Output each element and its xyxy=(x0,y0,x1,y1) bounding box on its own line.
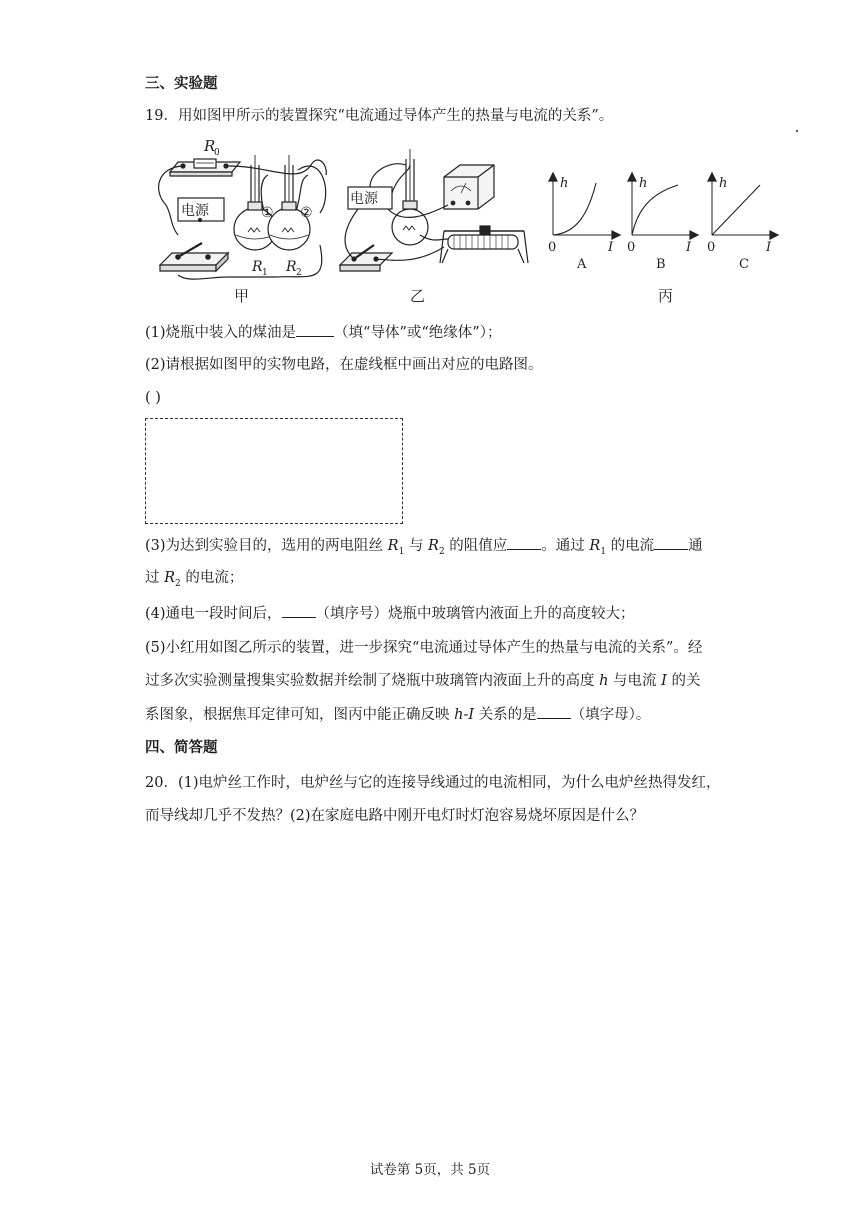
graph-c-ylabel: h xyxy=(719,176,728,191)
q19-part-3-text-d: 的电流 xyxy=(606,538,655,554)
label-r2-sub: 2 xyxy=(296,268,302,278)
label-bottle-2: ② xyxy=(300,205,313,221)
q19-part-4-text-b: （填序号）烧瓶中玻璃管内液面上升的高度较大； xyxy=(315,606,635,622)
q19-part-3-text-f: 过 xyxy=(145,570,165,586)
question-19-stem: 19．用如图甲所示的装置探究“电流通过导体产生的热量与电流的关系”。 xyxy=(145,108,614,124)
symbol-r1-2: R xyxy=(589,538,601,554)
q19-part-2-answer-paren: ( ) xyxy=(145,390,161,406)
q19-part-3-cont xyxy=(145,568,243,594)
graph-c-origin: 0 xyxy=(707,240,716,255)
circuit-drawing-box[interactable] xyxy=(145,418,403,524)
q19-part-1 xyxy=(145,322,501,343)
q19-part-3-text-a: (3)为达到实验目的，选用的两电阻丝 xyxy=(145,538,388,554)
label-r1: R xyxy=(252,259,263,275)
q19-part-5-text-c: 的关 xyxy=(666,673,701,689)
label-r1-sub: 1 xyxy=(262,268,268,278)
q19-part-3-text-e: 通 xyxy=(688,538,703,554)
q19-part-5-text-b: 与电流 xyxy=(608,673,662,689)
q19-part-1-text-a: (1)烧瓶中装入的煤油是 xyxy=(145,325,297,341)
q19-part-3 xyxy=(145,535,703,562)
graph-c-letter: C xyxy=(739,257,749,272)
q19-part-1-text-b: （填“导体”或“绝缘体”）； xyxy=(334,325,502,341)
label-power-source-jia: 电源 xyxy=(181,203,209,219)
graph-b-letter: B xyxy=(656,257,666,272)
q19-part-5-text-d: 系图象，根据焦耳定律可知，图丙中能正确反映 xyxy=(145,707,455,723)
caption-yi: 乙 xyxy=(410,287,426,305)
q19-part-5-line2 xyxy=(145,671,701,691)
graph-a-ylabel: h xyxy=(560,176,569,191)
section-heading-short-answer: 四、简答题 xyxy=(145,740,218,756)
answer-blank-4[interactable] xyxy=(282,603,316,618)
section-heading-experiment: 三、实验题 xyxy=(145,76,218,92)
label-r0-sub: 0 xyxy=(214,148,220,158)
question-20-line2: 而导线却几乎不发热？(2)在家庭电路中刚开电灯时灯泡容易烧坏原因是什么？ xyxy=(145,808,645,824)
symbol-r1-sub-2: 1 xyxy=(600,546,607,557)
symbol-i: I xyxy=(661,673,667,689)
symbol-h: h xyxy=(599,673,609,689)
label-power-source-yi: 电源 xyxy=(350,191,378,207)
symbol-r2-sub-2: 2 xyxy=(175,578,181,589)
q19-part-5-text-f: （填字母）。 xyxy=(570,707,651,723)
q19-part-4-text-a: (4)通电一段时间后， xyxy=(145,606,282,622)
caption-bing: 丙 xyxy=(658,287,674,305)
stray-dot xyxy=(796,130,798,132)
graph-a-xlabel: I xyxy=(608,240,614,255)
symbol-r1: R xyxy=(387,538,399,554)
graph-b-xlabel: I xyxy=(686,240,692,255)
q19-part-4 xyxy=(145,603,635,624)
question-20-line1: 20．(1)电炉丝工作时，电炉丝与它的连接导线通过的电流相同，为什么电炉丝热得发红， xyxy=(145,775,721,791)
label-r2: R xyxy=(286,259,297,275)
q19-part-5-text-e: 关系的是 xyxy=(474,707,537,723)
q19-part-5-text-a: 过多次实验测量搜集实验数据并绘制了烧瓶中玻璃管内液面上升的高度 xyxy=(145,673,600,689)
q19-part-3-text-b: 的阻值应 xyxy=(444,538,508,554)
experiment-figure xyxy=(148,135,788,310)
label-bottle-1: ① xyxy=(261,205,274,221)
answer-blank-1[interactable] xyxy=(296,322,334,337)
q19-part-2: (2)请根据如图甲的实物电路，在虚线框中画出对应的电路图。 xyxy=(145,357,543,373)
figure-yi-circuit xyxy=(340,149,528,271)
q19-part-5-line1: (5)小红用如图乙所示的装置，进一步探究“电流通过导体产生的热量与电流的关系”。经 xyxy=(145,640,703,656)
symbol-r1-sub: 1 xyxy=(398,546,405,557)
symbol-r2: R xyxy=(428,538,439,554)
q19-part-3-text-g: 的电流； xyxy=(180,570,244,586)
symbol-h-i: h-I xyxy=(454,707,475,723)
caption-jia: 甲 xyxy=(234,287,250,305)
q19-part-5-line3 xyxy=(145,704,650,725)
answer-blank-3b[interactable] xyxy=(654,535,688,550)
label-r0: R xyxy=(204,137,216,155)
answer-blank-5[interactable] xyxy=(537,704,571,719)
graph-b-origin: 0 xyxy=(627,240,636,255)
graph-b-ylabel: h xyxy=(639,176,648,191)
graph-a-letter: A xyxy=(577,257,587,272)
graph-c-xlabel: I xyxy=(766,240,772,255)
page-footer: 试卷第 5页，共 5页 xyxy=(369,1162,491,1178)
q19-part-3-text-c: 。通过 xyxy=(541,538,590,554)
q19-part-3-and: 与 xyxy=(404,538,429,554)
symbol-r2-sub: 2 xyxy=(438,546,445,557)
answer-blank-3a[interactable] xyxy=(507,535,541,550)
graph-a-origin: 0 xyxy=(548,240,557,255)
symbol-r2-2: R xyxy=(164,570,176,586)
